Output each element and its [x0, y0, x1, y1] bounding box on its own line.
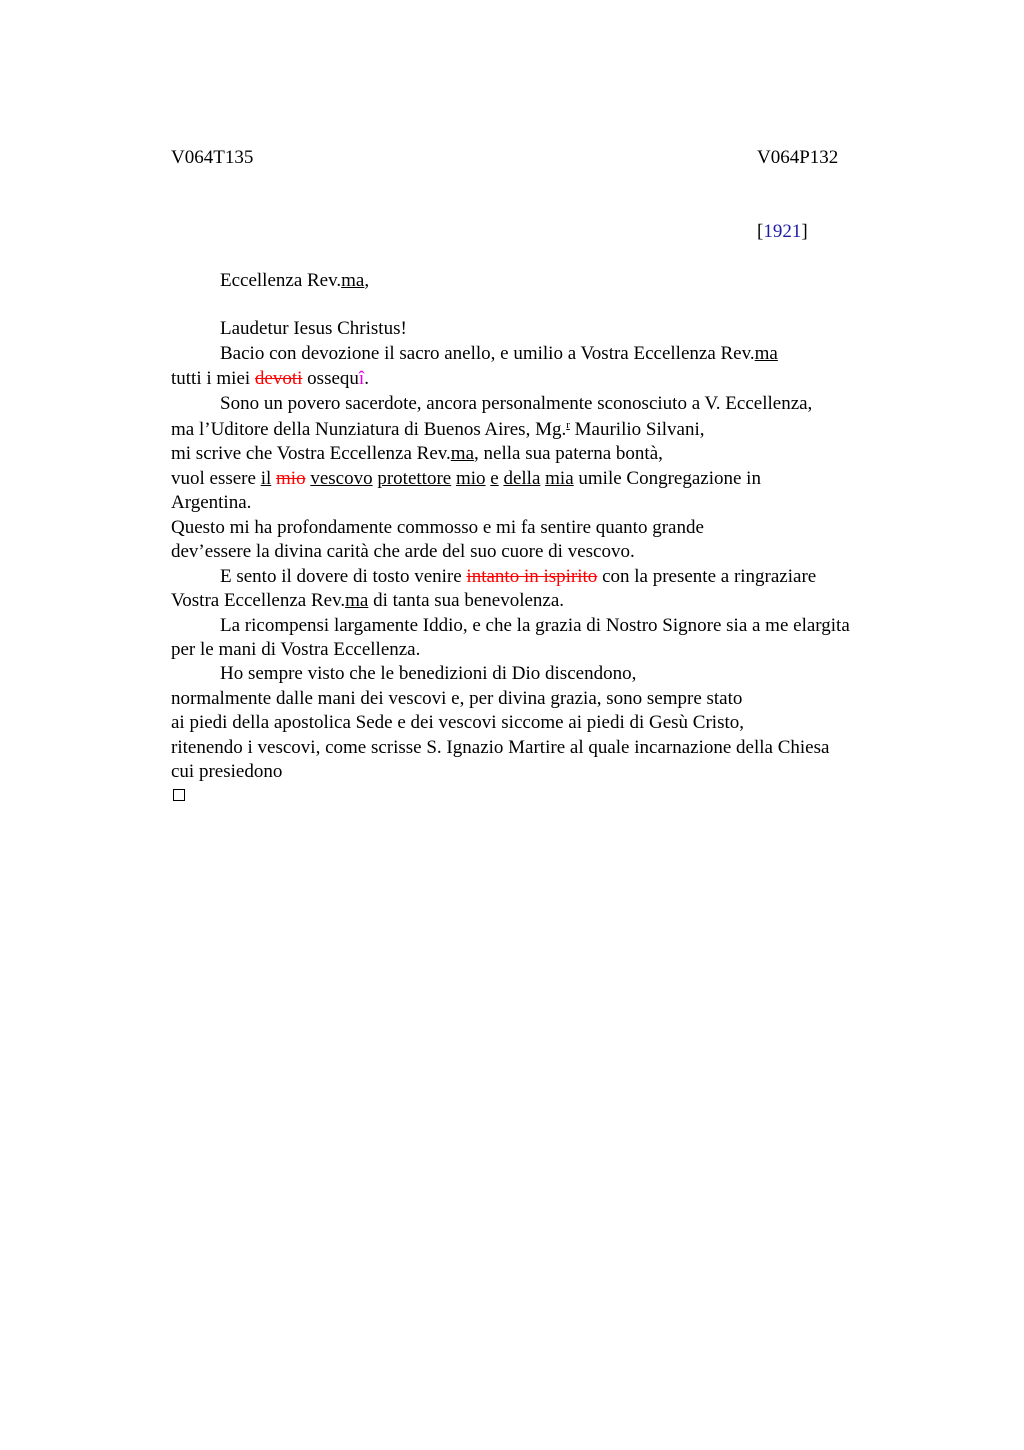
deleted-text: mio	[276, 468, 306, 489]
text-line: cui presiedono	[171, 761, 283, 782]
text-line: La ricompensi largamente Iddio, e che la grazia di Nostro Signore sia a me elargita	[220, 615, 850, 636]
text-line: E sento il dovere di tosto venire intanto in ispirito con la presente a ringraziare	[220, 566, 817, 587]
header-right-code: V064P132	[757, 147, 839, 168]
date-bracket-open: [	[757, 221, 764, 242]
text-line: ai piedi della apostolica Sede e dei vescovi siccome ai piedi di Gesù Cristo,	[171, 712, 745, 733]
text-line: Bacio con devozione il sacro anello, e umilio a Vostra Eccellenza Rev.ma	[220, 343, 778, 364]
text-line: Vostra Eccellenza Rev.ma di tanta sua benevolenza.	[171, 590, 565, 611]
text-line: Sono un povero sacerdote, ancora personalmente sconosciuto a V. Eccellenza,	[220, 393, 813, 414]
salutation-abbr: ma	[341, 270, 365, 291]
end-marker-box	[173, 789, 185, 801]
text-line: per le mani di Vostra Eccellenza.	[171, 639, 421, 660]
text-line: normalmente dalle mani dei vescovi e, per divina grazia, sono sempre stato	[171, 688, 743, 709]
text-line: dev’essere la divina carità che arde del suo cuore di vescovo.	[171, 541, 635, 562]
text-line: ritenendo i vescovi, come scrisse S. Ignazio Martire al quale incarnazione della Chiesa	[171, 737, 830, 758]
text-line: vuol essere il mio vescovo protettore mio e della mia umile Congregazione in	[171, 468, 761, 489]
deleted-text: devoti	[254, 368, 303, 389]
salutation	[220, 270, 369, 292]
date-line	[757, 221, 808, 243]
salutation-text: Eccellenza Rev.	[220, 270, 342, 291]
text-line: Ho sempre visto che le benedizioni di Dio discendono,	[220, 663, 637, 684]
salutation-punct: ,	[364, 270, 370, 291]
date-year: 1921	[763, 221, 802, 242]
text-line: Argentina.	[171, 492, 252, 513]
editorial-mark: î	[358, 368, 365, 389]
text-line: ma l’Uditore della Nunziatura di Buenos Aires, Mg.$^r$ Maurilio Silvani,	[171, 419, 705, 440]
header-left-code: V064T135	[171, 147, 254, 168]
date-bracket-close: ]	[801, 221, 808, 242]
deleted-text: intanto in ispirito	[466, 566, 598, 587]
text-line: tutti i miei devoti ossequî.	[171, 368, 369, 389]
superscript: r	[566, 419, 570, 431]
text-line: mi scrive che Vostra Eccellenza Rev.ma, nella sua paterna bontà,	[171, 443, 663, 464]
text-line: Questo mi ha profondamente commosso e mi fa sentire quanto grande	[171, 517, 704, 538]
greeting: Laudetur Iesus Christus!	[220, 318, 407, 339]
